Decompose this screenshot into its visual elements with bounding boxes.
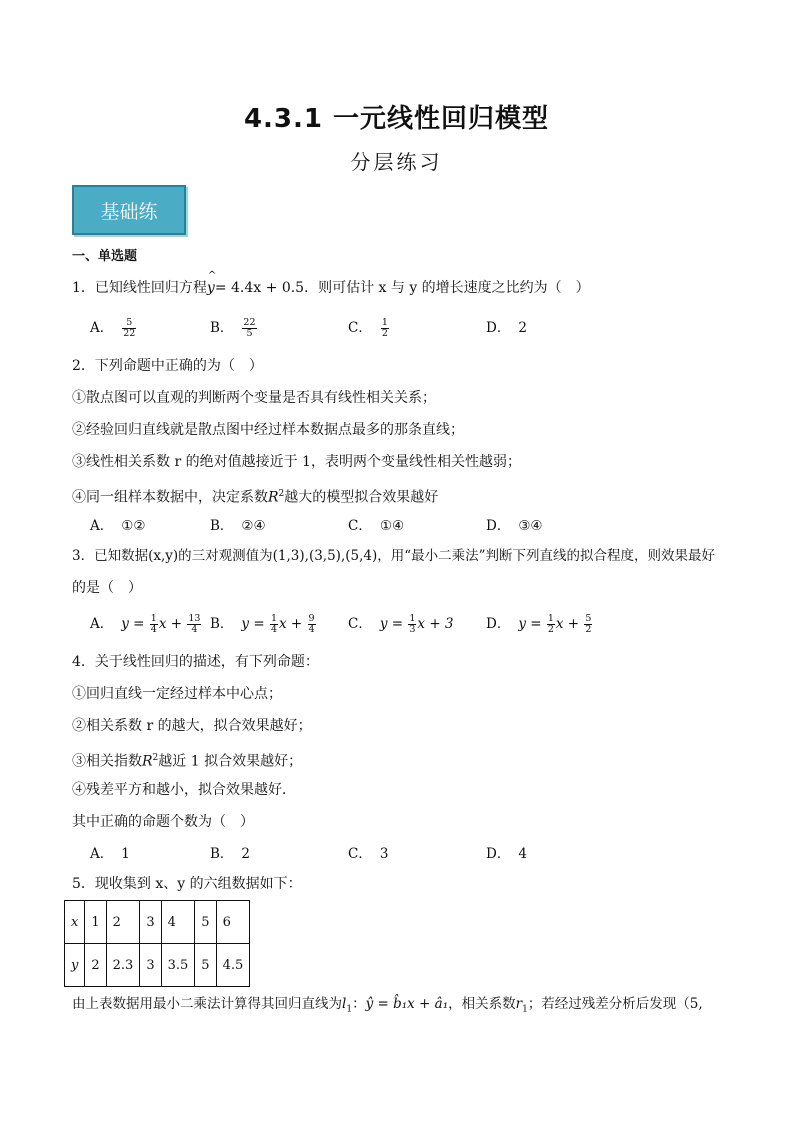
fraction: $\frac{13}{4}$: [188, 613, 201, 635]
table-cell: 2: [106, 901, 140, 944]
q3-option-d[interactable]: D． y = $\frac{1}{2}$ x + $\frac{5}{2}$: [486, 613, 592, 635]
q1-stem-b: = 4.4x + 0.5．则可估计 x 与 y 的增长速度之比约为（ ）: [214, 280, 590, 296]
table-cell: 5: [195, 901, 216, 944]
table-cell: 3: [140, 901, 161, 944]
fraction: $\frac{1}{2}$: [381, 317, 388, 339]
q1-option-b[interactable]: B． $\frac{22}{5}$: [210, 317, 256, 339]
q4-option-c[interactable]: C． 3: [348, 846, 389, 862]
data-table: [64, 900, 250, 987]
table-cell: 3: [140, 944, 161, 987]
q3-option-c[interactable]: C． y = $\frac{1}{3}$ x + 3: [348, 613, 454, 635]
q1-option-a[interactable]: A． $\frac{5}{22}$: [90, 317, 136, 339]
table-cell: y: [65, 944, 85, 987]
q2-item-4: ④同一组样本数据中，决定系数$R^2$越大的模型拟合效果越好: [72, 489, 439, 506]
q4-option-a[interactable]: A． 1: [90, 846, 130, 862]
q4-option-b[interactable]: B． 2: [210, 846, 251, 862]
fraction: $\frac{1}{3}$: [409, 613, 416, 635]
q4-option-d[interactable]: D． 4: [486, 846, 527, 862]
q4-item-4: ④残差平方和越小，拟合效果越好．: [72, 782, 296, 798]
q1-stem: [72, 278, 590, 298]
table-row: [65, 944, 250, 987]
table-cell: 1: [85, 901, 106, 944]
fraction: $\frac{9}{4}$: [308, 613, 315, 635]
level-badge: 基础练: [72, 185, 186, 235]
page-subtitle: 分层练习: [350, 150, 443, 174]
q3-option-b[interactable]: B． y = $\frac{1}{4}$ x + $\frac{9}{4}$: [210, 613, 315, 635]
q2-option-c[interactable]: C． ①④: [348, 518, 405, 534]
table-cell: 2: [85, 944, 106, 987]
fraction: $\frac{1}{4}$: [270, 613, 277, 635]
q5-stem: 5．现收集到 x、y 的六组数据如下：: [72, 876, 302, 892]
q4-stem: 4．关于线性回归的描述，有下列命题：: [72, 654, 319, 670]
q2-stem: 2．下列命题中正确的为（ ）: [72, 358, 263, 374]
fraction: $\frac{1}{2}$: [547, 613, 554, 635]
q3-stem-line-2: 的是（ ）: [72, 580, 142, 596]
q2-option-d[interactable]: D． ③④: [486, 518, 543, 534]
fraction: $\frac{5}{2}$: [585, 613, 592, 635]
table-cell: x: [65, 901, 85, 944]
q4-item-1: ①回归直线一定经过样本中心点；: [72, 686, 282, 702]
fraction: $\frac{22}{5}$: [243, 317, 256, 339]
page-title: 4.3.1 一元线性回归模型: [243, 104, 550, 134]
q1-stem-a: 1．已知线性回归方程: [72, 280, 207, 296]
y-hat: ^ y: [207, 278, 215, 298]
table-cell: 4.5: [216, 944, 250, 987]
table-cell: 4: [161, 901, 195, 944]
section-heading: 一、单选题: [72, 249, 138, 264]
q1-option-d[interactable]: D． 2: [486, 320, 527, 336]
q5-tail: 由上表数据用最小二乘法计算得其回归直线为$l_1$：ŷ = b̂₁x + â₁，相关系数$r_1$；若经过残差分析后发现（5,: [72, 996, 703, 1015]
fraction: $\frac{1}{4}$: [150, 613, 157, 635]
table-cell: 2.3: [106, 944, 140, 987]
table-cell: 3.5: [161, 944, 195, 987]
q2-item-2: ②经验回归直线就是散点图中经过样本数据点最多的那条直线；: [72, 422, 464, 438]
table-cell: 5: [195, 944, 216, 987]
q2-item-1: ①散点图可以直观的判断两个变量是否具有线性相关关系；: [72, 390, 436, 406]
table-cell: 6: [216, 901, 250, 944]
q2-option-a[interactable]: A． ①②: [90, 518, 146, 534]
fraction: $\frac{5}{22}$: [123, 317, 136, 339]
q4-item-3: ③相关指数$R^2$越近 1 拟合效果越好；: [72, 753, 303, 770]
q1-option-c[interactable]: C． $\frac{1}{2}$: [348, 317, 388, 339]
q4-ask: 其中正确的命题个数为（ ）: [72, 814, 254, 830]
table-row: [65, 901, 250, 944]
q2-option-b[interactable]: B． ②④: [210, 518, 266, 534]
q4-item-2: ②相关系数 r 的越大，拟合效果越好；: [72, 718, 312, 734]
q3-stem-line-1: 3．已知数据(x,y)的三对观测值为(1,3),(3,5),(5,4)，用“最小二乘法”判断下列直线的拟合程度，则效果最好: [72, 548, 716, 564]
q2-item-3: ③线性相关系数 r 的绝对值越接近于 1，表明两个变量线性相关性越弱；: [72, 454, 521, 470]
q3-option-a[interactable]: A． y = $\frac{1}{4}$ x + $\frac{13}{4}$: [90, 613, 201, 635]
